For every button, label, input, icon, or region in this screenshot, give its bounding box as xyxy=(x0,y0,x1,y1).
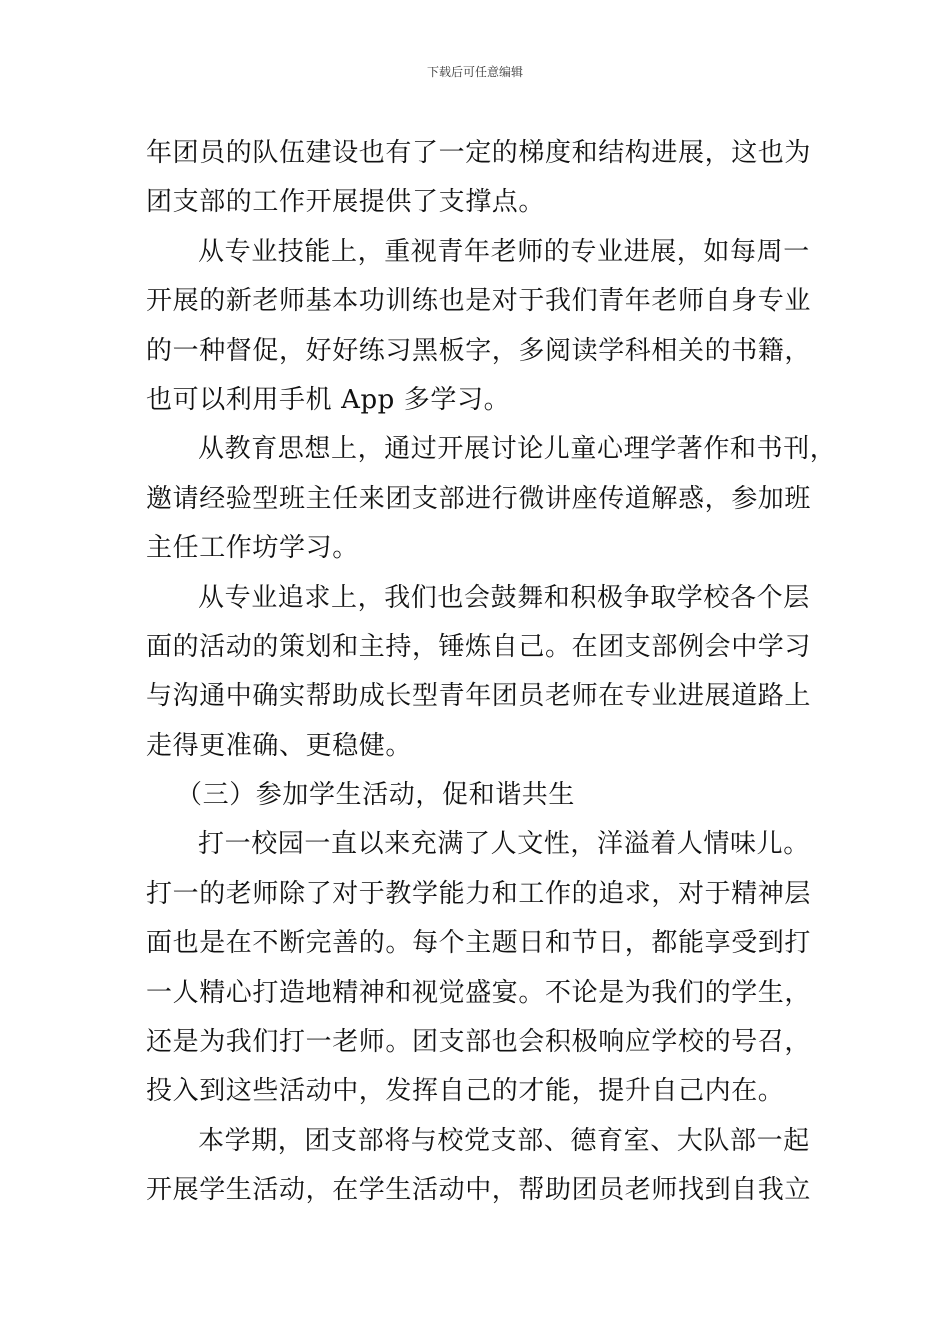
page-header: 下载后可任意编辑 xyxy=(426,65,523,79)
text-line: 投入到这些活动中，发挥自己的才能，提升自己内在。 xyxy=(146,1076,785,1107)
text-line: 与沟通中确实帮助成长型青年团员老师在专业进展道路上 xyxy=(146,681,812,712)
section-heading: （三）参加学生活动，促和谐共生 xyxy=(176,780,576,811)
text-line: 本学期，团支部将与校党支部、德育室、大队部一起 xyxy=(198,1125,810,1156)
text-line: 年团员的队伍建设也有了一定的梯度和结构进展，这也为 xyxy=(146,138,812,168)
text-line: 面也是在不断完善的。每个主题日和节日，都能享受到打 xyxy=(146,928,812,959)
text-line: 也可以利用手机 App 多学习。 xyxy=(146,384,511,415)
text-line: 主任工作坊学习。 xyxy=(146,533,359,564)
text-line: 邀请经验型班主任来团支部进行微讲座传道解惑，参加班 xyxy=(146,483,812,514)
text-line: 的一种督促，好好练习黑板字，多阅读学科相关的书籍， xyxy=(146,335,812,366)
text-line: 面的活动的策划和主持，锤炼自己。在团支部例会中学习 xyxy=(146,631,812,662)
text-line: 从教育思想上，通过开展讨论儿童心理学著作和书刊， xyxy=(198,434,837,465)
text-line: 还是为我们打一老师。团支部也会积极响应学校的号召， xyxy=(146,1027,812,1058)
text-line: 一人精心打造地精神和视觉盛宴。不论是为我们的学生， xyxy=(146,977,812,1008)
text-line: 走得更准确、更稳健。 xyxy=(146,730,413,761)
text-line: 团支部的工作开展提供了支撑点。 xyxy=(146,187,546,218)
text-line: 从专业追求上，我们也会鼓舞和积极争取学校各个层 xyxy=(198,582,810,613)
text-line: 开展的新老师基本功训练也是对于我们青年老师自身专业 xyxy=(146,286,812,317)
document-body xyxy=(146,129,837,1216)
text-line: 打一校园一直以来充满了人文性，洋溢着人情味儿。 xyxy=(198,829,810,860)
text-line: 从专业技能上，重视青年老师的专业进展，如每周一 xyxy=(198,236,810,267)
text-line: 打一的老师除了对于教学能力和工作的追求，对于精神层 xyxy=(146,878,812,909)
text-line: 开展学生活动，在学生活动中，帮助团员老师找到自我立 xyxy=(146,1175,812,1206)
